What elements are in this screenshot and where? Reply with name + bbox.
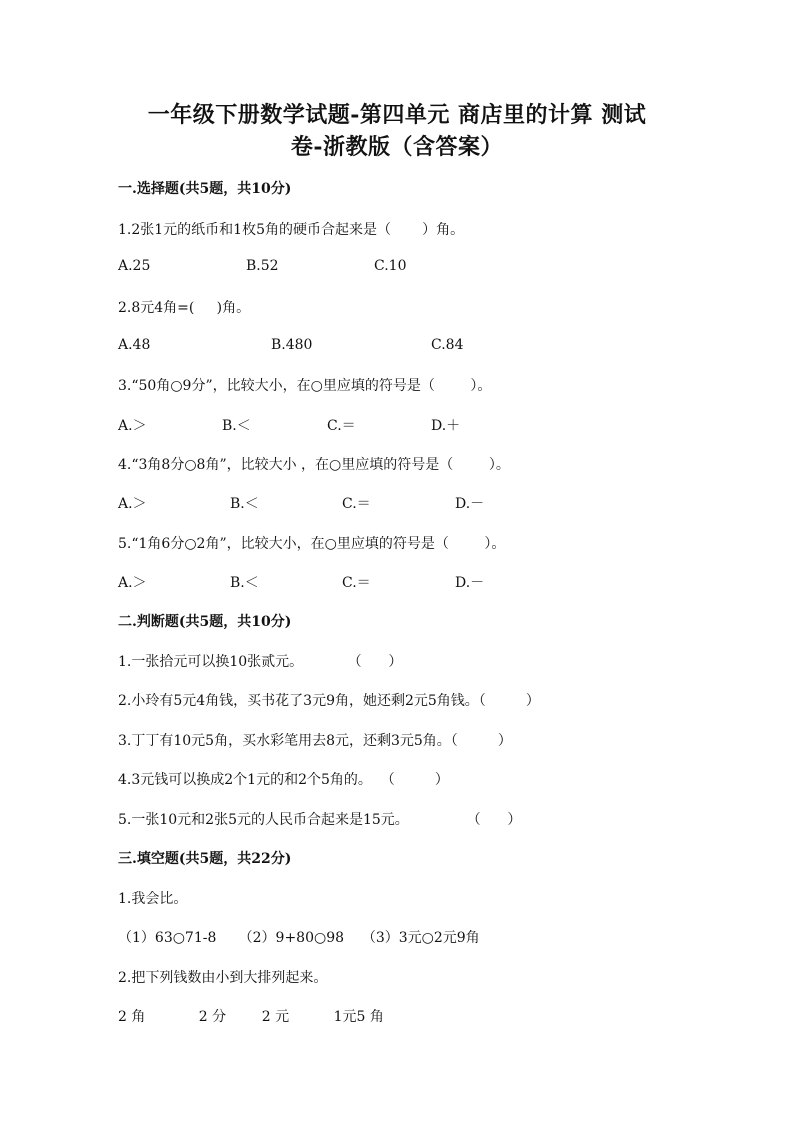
question-text: 3.丁丁有10元5角，买水彩笔用去8元，还剩3元5角。（ ） — [118, 733, 512, 749]
answer-option: D.－ — [455, 575, 485, 591]
answer-option: C.＝ — [342, 575, 371, 591]
question-text: 5.一张10元和2张5元的人民币合起来是15元。 （ ） — [118, 812, 522, 828]
document-title-line-2: 卷-浙教版（含答案） — [290, 134, 504, 160]
question-text: 2.把下列钱数由小到大排列起来。 — [118, 970, 328, 986]
answer-option: C.＝ — [342, 496, 371, 512]
answer-option: B.480 — [271, 337, 313, 353]
question-text: 1.2张1元的纸币和1枚5角的硬币合起来是（ ）角。 — [118, 222, 465, 238]
answer-option: C.＝ — [327, 418, 356, 434]
answer-option: C.84 — [431, 337, 464, 353]
section-heading-fill-blank: 三.填空题(共5题，共22分) — [118, 851, 292, 867]
answer-option: B.＜ — [222, 418, 251, 434]
answer-option: B.＜ — [230, 575, 259, 591]
answer-option: B.＜ — [230, 496, 259, 512]
document-title-line-1: 一年级下册数学试题-第四单元 商店里的计算 测试 — [147, 102, 647, 128]
question-text: 2.8元4角=( )角。 — [118, 300, 251, 316]
section-heading-true-false: 二.判断题(共5题，共10分) — [118, 614, 292, 630]
question-subtext: 2 角 2 分 2 元 1元5 角 — [118, 1009, 384, 1025]
question-subtext: （1）63○71-8 （2）9+80○98 （3）3元○2元9角 — [118, 930, 480, 946]
answer-option: C.10 — [374, 258, 407, 274]
question-text: 1.一张拾元可以换10张贰元。 （ ） — [118, 654, 403, 670]
question-text: 4.3元钱可以换成2个1元的和2个5角的。 （ ） — [118, 772, 449, 788]
answer-option: A.48 — [118, 337, 151, 353]
section-heading-choice: 一.选择题(共5题，共10分) — [118, 181, 292, 197]
answer-option: D.＋ — [431, 418, 461, 434]
question-text: 3.“50角○9分”，比较大小，在○里应填的符号是（ ）。 — [118, 378, 492, 394]
answer-option: A.＞ — [118, 496, 147, 512]
question-text: 1.我会比。 — [118, 891, 188, 907]
question-text: 2.小玲有5元4角钱，买书花了3元9角，她还剩2元5角钱。（ ） — [118, 693, 540, 709]
answer-option: A.＞ — [118, 575, 147, 591]
question-text: 4.“3角8分○8角”，比较大小 ，在○里应填的符号是（ ）。 — [118, 457, 510, 473]
question-text: 5.“1角6分○2角”，比较大小，在○里应填的符号是（ ）。 — [118, 536, 506, 552]
answer-option: A.＞ — [118, 418, 147, 434]
answer-option: D.－ — [455, 496, 485, 512]
answer-option: B.52 — [246, 258, 279, 274]
answer-option: A.25 — [118, 258, 151, 274]
